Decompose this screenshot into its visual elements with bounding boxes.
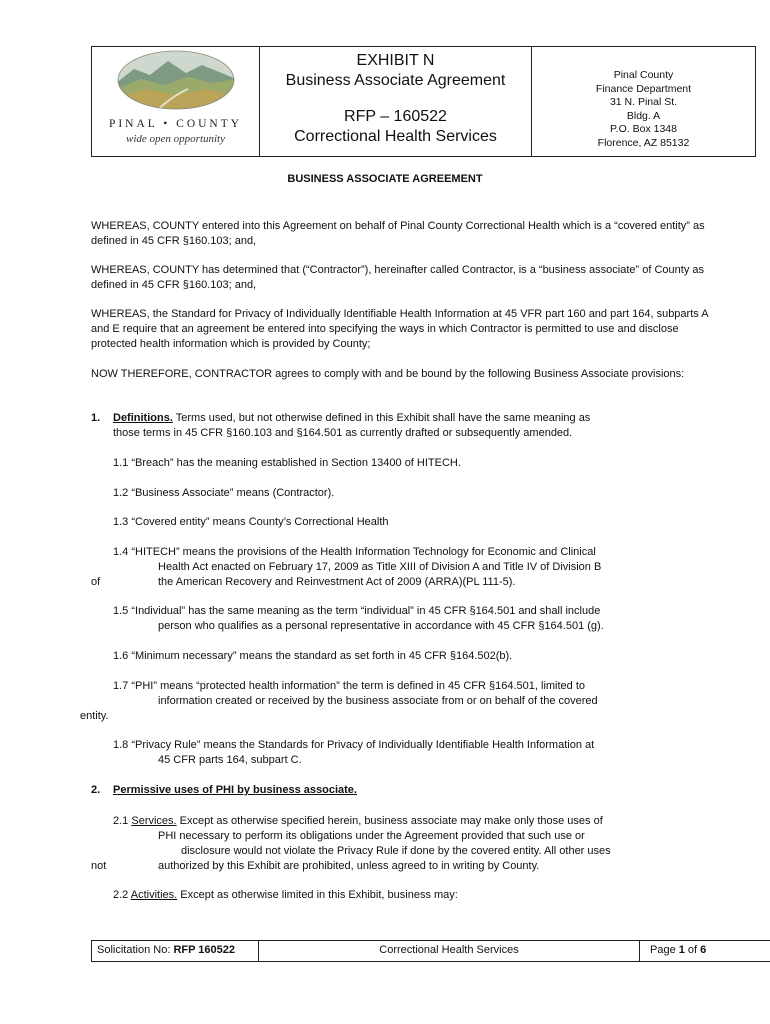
page-current: 1 <box>678 944 685 956</box>
section-2-1-number: 2.1 <box>113 815 132 827</box>
logo-cell <box>92 47 260 156</box>
definition-1-1: 1.1 “Breach” has the meaning established in Section 13400 of HITECH. <box>113 457 461 469</box>
section-2-1-line-4: authorized by this Exhibit are prohibited, unless agreed to in writing by County. <box>158 860 540 872</box>
definition-1-8-line-1: 1.8 “Privacy Rule” means the Standards for Privacy of Individually Identifiable Health Information at <box>113 739 595 751</box>
footer-page-number <box>640 941 770 961</box>
section-2-1-heading: Services. <box>131 815 177 827</box>
address-cell <box>532 47 755 156</box>
section-2-1-text: Except as otherwise specified herein, business associate may make only those uses of <box>176 815 603 827</box>
address-line: Finance Department <box>595 82 692 95</box>
agreement-title: Business Associate Agreement <box>285 72 506 89</box>
page-footer <box>91 940 770 962</box>
service-title: Correctional Health Services <box>294 128 497 145</box>
document-title: BUSINESS ASSOCIATE AGREEMENT <box>287 173 483 185</box>
footer-solicitation <box>92 941 259 961</box>
definition-1-4-line-1: 1.4 “HITECH” means the provisions of the Health Information Technology for Economic and Clinical <box>113 546 596 558</box>
section-1-text: Terms used, but not otherwise defined in this Exhibit shall have the same meaning as <box>172 412 591 424</box>
section-2-number: 2. <box>91 784 101 796</box>
definition-1-7-line-1: 1.7 “PHI” means “protected health information” the term is defined in 45 CFR §164.501, limited to <box>113 680 586 692</box>
definition-1-7-line-2: information created or received by the business associate from or on behalf of the covered <box>158 695 598 707</box>
definition-1-7-entity: entity. <box>80 710 109 722</box>
footer-center-title: Correctional Health Services <box>259 941 640 961</box>
section-2-1-line-3: disclosure would not violate the Privacy Rule if done by the covered entity. All other uses <box>181 845 611 857</box>
whereas-paragraph-3: WHEREAS, the Standard for Privacy of Individually Identifiable Health Information at 45 VFR part 160 and part 164, subparts A and E require that an agreement be entered into specifying the ways in which Contractor is permitted to use and disclose protected health information which is provided by County; <box>91 308 708 350</box>
solicitation-label: Solicitation No: <box>97 944 174 956</box>
section-2-2-line-1 <box>113 888 693 903</box>
section-2-1-line-2: PHI necessary to perform its obligations under the Agreement provided that such use or <box>158 830 585 842</box>
page-of: of <box>684 944 701 956</box>
whereas-paragraph-2: WHEREAS, COUNTY has determined that (“Contractor”), hereinafter called Contractor, is a “business associate” of County as defined in 45 CFR §160.103; and, <box>91 264 704 291</box>
logo-name-text: PINAL • COUNTY <box>108 118 243 130</box>
page-total: 6 <box>700 944 707 956</box>
county-landscape-logo <box>116 49 236 111</box>
address-line: Pinal County <box>613 69 674 81</box>
section-2-2-heading: Activities. <box>130 889 178 901</box>
section-1-line-1 <box>113 411 693 426</box>
rfp-number: RFP – 160522 <box>344 108 447 125</box>
section-2-1-not: not <box>91 860 107 872</box>
definition-1-2: 1.2 “Business Associate” means (Contractor). <box>113 487 335 499</box>
definition-1-3: 1.3 “Covered entity” means County’s Correctional Health <box>113 516 389 528</box>
definition-1-4-line-2: Health Act enacted on February 17, 2009 as Title XIII of Division A and Title IV of Division B <box>158 561 602 573</box>
section-2-1-line-1 <box>113 814 693 829</box>
section-1-line-2: those terms in 45 CFR §160.103 and §164.501 as currently drafted or subsequently amended. <box>113 427 573 439</box>
address-line: Bldg. A <box>626 109 661 122</box>
definition-1-4-line-3: the American Recovery and Reinvestment Act of 2009 (ARRA)(PL 111-5). <box>158 576 516 588</box>
section-2-2-number: 2.2 <box>113 889 131 901</box>
address-line: P.O. Box 1348 <box>610 123 677 135</box>
exhibit-title: EXHIBIT N <box>356 52 435 69</box>
section-2-2-text: Except as otherwise limited in this Exhibit, business may: <box>177 889 458 901</box>
section-1-heading: Definitions. <box>113 412 173 424</box>
logo-tagline: wide open opportunity <box>126 133 225 145</box>
definition-1-6: 1.6 “Minimum necessary” means the standard as set forth in 45 CFR §164.502(b). <box>113 650 513 662</box>
address-line: Florence, AZ 85132 <box>597 136 690 149</box>
definition-1-8-line-2: 45 CFR parts 164, subpart C. <box>158 754 302 766</box>
page-label: Page <box>650 944 679 956</box>
section-2-heading: Permissive uses of PHI by business associate. <box>113 784 357 796</box>
whereas-paragraph-1: WHEREAS, COUNTY entered into this Agreement on behalf of Pinal County Correctional Health which is a “covered entity” as defined in 45 CFR §160.103; and, <box>91 220 705 247</box>
definition-1-4-of: of <box>91 576 101 588</box>
section-1-number: 1. <box>91 412 101 424</box>
solicitation-value: RFP 160522 <box>173 944 236 956</box>
definition-1-5-line-1: 1.5 “Individual” has the same meaning as the term “individual” in 45 CFR §164.501 and shall include <box>113 605 601 617</box>
address-line: 31 N. Pinal St. <box>609 96 678 108</box>
definition-1-5-line-2: person who qualifies as a personal representative in accordance with 45 CFR §164.501 (g). <box>158 620 604 632</box>
document-header <box>91 46 756 157</box>
title-cell <box>260 47 532 156</box>
now-therefore-paragraph: NOW THEREFORE, CONTRACTOR agrees to comply with and be bound by the following Business Associate provisions: <box>91 368 685 380</box>
